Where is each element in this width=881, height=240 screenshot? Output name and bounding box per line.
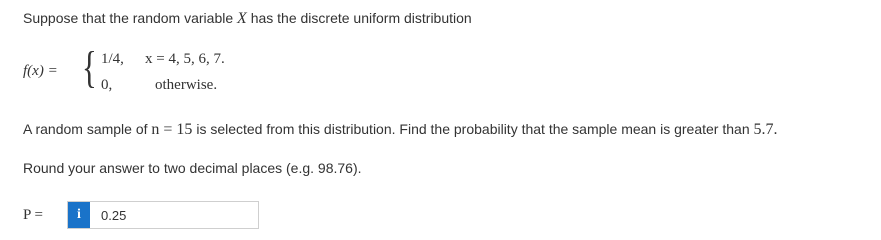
pmf-lhs: f(x) = (23, 63, 58, 79)
left-brace: { (82, 43, 97, 92)
sample-size-expr: n = 15 (151, 121, 193, 138)
pmf-case2-condition: otherwise. (155, 77, 218, 93)
sample-threshold: 5.7. (753, 121, 778, 138)
sample-statement (23, 121, 778, 139)
pmf-case1-condition: x = 4, 5, 6, 7. (145, 51, 225, 67)
answer-value[interactable]: 0.25 (101, 208, 127, 223)
intro-variable: X (237, 10, 247, 27)
pmf-case2-value: 0, (101, 77, 113, 93)
round-instruction: Round your answer to two decimal places (e.g. 98.76). (23, 160, 362, 176)
answer-label: P = (23, 207, 43, 223)
intro-text-before: Suppose that the random variable (23, 10, 238, 26)
answer-input[interactable] (67, 201, 259, 229)
intro-text-after: has the discrete uniform distribution (246, 10, 472, 26)
question-intro (23, 10, 472, 28)
sample-text-before: A random sample of (23, 121, 152, 137)
pmf-case1-value: 1/4, (101, 51, 124, 67)
sample-text-middle: is selected from this distribution. Find the probability that the sample mean is greater than (192, 121, 754, 137)
info-icon[interactable]: i (68, 202, 90, 228)
